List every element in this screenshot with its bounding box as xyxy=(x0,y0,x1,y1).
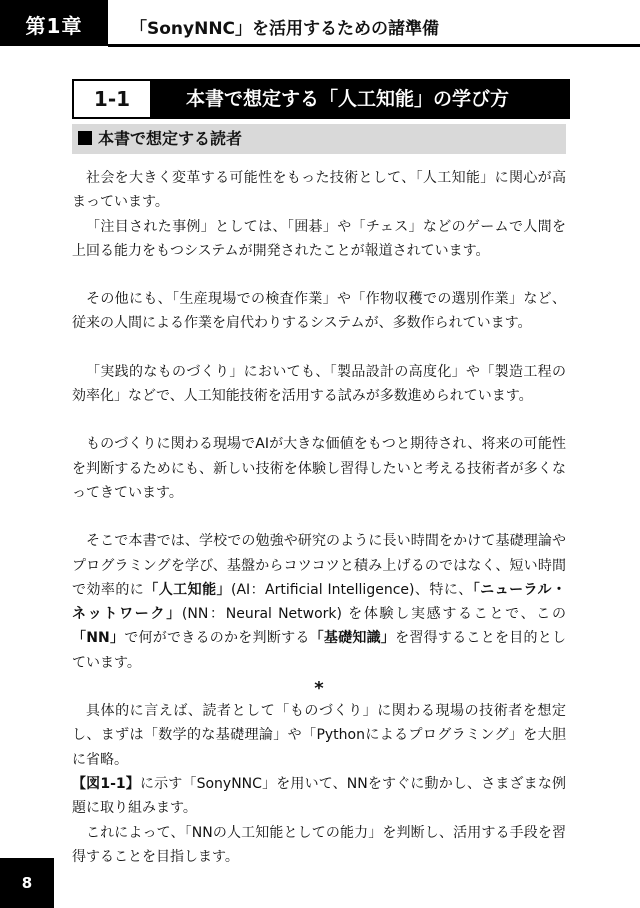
paragraph: 具体的に言えば、読者として「ものづくり」に関わる現場の技術者を想定し、まずは「数学的な基礎理論」や「Pythonによるプログラミング」を大胆に省略。 xyxy=(72,703,566,768)
bold-term: 「NN」 xyxy=(72,630,125,647)
paragraph: これによって、「NNの人工知能としての能力」を判断し、活用する手段を習得することを目指します。 xyxy=(72,824,566,865)
chapter-rule xyxy=(108,44,640,47)
text-run: (AI：Artificial Intelligence)、特に、 xyxy=(230,581,473,598)
paragraph: 社会を大きく変革する可能性をもった技術として、「人工知能」に関心が高まっています。 xyxy=(72,170,566,211)
section-title: 本書で想定する「人工知能」の学び方 xyxy=(186,88,510,110)
section-heading xyxy=(72,79,570,119)
separator-asterisk: * xyxy=(314,678,324,700)
bold-term: 「人工知能」 xyxy=(144,581,231,598)
paragraph xyxy=(72,529,566,675)
chapter-title: 「SonyNNC」を活用するための諸準備 xyxy=(130,19,440,39)
page-number: 8 xyxy=(21,874,33,892)
figure-reference: 【図1-1】 xyxy=(72,775,140,792)
square-bullet-icon xyxy=(78,131,92,145)
page-number-box xyxy=(0,858,54,908)
text-run: そこで本書では、学校での勉強や研究のように長い時間をかけて基礎理論やプログラミングを学び、基盤からコツコツと積み上げるのではなく、短い時間で効率的に xyxy=(72,533,566,598)
paragraph: その他にも、「生産現場での検査作業」や「作物収穫での選別作業」など、従来の人間による作業を肩代わりするシステムが、多数作られています。 xyxy=(72,291,566,332)
paragraph: 「注目された事例」としては、「囲碁」や「チェス」などのゲームで人間を上回る能力をもつシステムが開発されたことが報道されています。 xyxy=(72,218,566,259)
body-text xyxy=(72,166,566,869)
subsection-title: 本書で想定する読者 xyxy=(98,129,243,148)
text-run: (NN：Neural Network) を体験し実感することで、この xyxy=(181,606,566,623)
chapter-label: 第1章 xyxy=(25,14,83,38)
paragraph: ものづくりに関わる現場でAIが大きな価値をもつと期待され、将来の可能性を判断するためにも、新しい技術を体験し習得したいと考える技術者が多くなってきています。 xyxy=(72,436,566,501)
bold-term: 「基礎知識」 xyxy=(309,630,396,647)
chapter-tab xyxy=(0,0,108,46)
text-run: で何ができるのかを判断する xyxy=(124,630,310,647)
text-run: に示す「SonyNNC」を用いて、NNをすぐに動かし、さまざまな例題に取り組みます。 xyxy=(72,775,567,817)
paragraph xyxy=(72,772,566,821)
section-number: 1-1 xyxy=(74,81,150,117)
subsection-heading xyxy=(72,124,566,154)
text-run: を習得することを目的としています。 xyxy=(72,630,567,671)
paragraph: 「実践的なものづくり」においても、「製品設計の高度化」や「製造工程の効率化」などで、人工知能技術を活用する試みが多数進められています。 xyxy=(72,363,566,405)
chapter-header xyxy=(0,0,640,46)
bold-term: 「ニューラル・ネットワーク」 xyxy=(72,581,567,623)
